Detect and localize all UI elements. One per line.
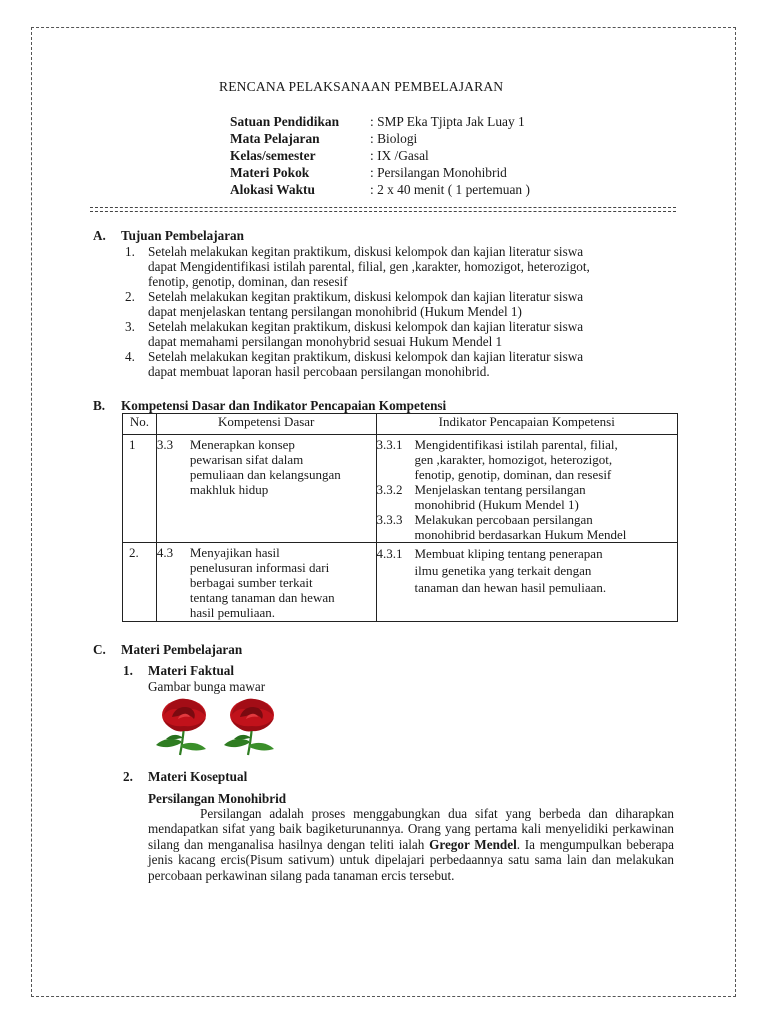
table-cell-indicator [376, 435, 678, 543]
identity-value: : IX /Gasal [370, 148, 429, 163]
identity-key: Materi Pokok [230, 165, 310, 180]
list-number: 4. [125, 349, 135, 364]
identity-key: Mata Pelajaran [230, 131, 320, 146]
indicator-line: Menjelaskan tentang persilangan [414, 482, 586, 497]
identity-value: : Persilangan Monohibrid [370, 165, 507, 180]
table-cell-indicator [376, 543, 678, 622]
list-item [125, 319, 590, 349]
list-line: dapat Mengidentifikasi istilah parental, filial, gen ,karakter, homozigot, heterozigot, [148, 259, 590, 274]
table-header: Kompetensi Dasar [156, 414, 376, 435]
indicator-line: monohibrid berdasarkan Hukum Mendel [414, 527, 627, 542]
table-cell-no: 1 [123, 435, 157, 543]
indicator-item [377, 545, 678, 596]
kd-line: Menyajikan hasil [189, 545, 280, 560]
identity-value: : 2 x 40 menit ( 1 pertemuan ) [370, 182, 530, 197]
concept-subheading: Persilangan Monohibrid [148, 791, 287, 806]
indicator-code: 3.3.1 [376, 437, 403, 452]
indicator-line: Mengidentifikasi istilah parental, filial, [414, 437, 618, 452]
table-row [123, 435, 678, 543]
section-letter: A. [93, 228, 106, 243]
kd-line: berbagai sumber terkait [189, 575, 313, 590]
section-title: Kompetensi Dasar dan Indikator Pencapaian Kompetensi [121, 398, 447, 413]
table-header-row [123, 414, 678, 435]
table-cell-kd [156, 543, 376, 622]
identity-value: : SMP Eka Tjipta Jak Luay 1 [370, 114, 525, 129]
list-line: dapat membuat laporan hasil percobaan persilangan monohibrid. [148, 364, 490, 379]
list-number: 2. [125, 289, 135, 304]
indicator-line: ilmu genetika yang terkait dengan [414, 563, 592, 578]
kd-line: pewarisan sifat dalam [189, 452, 304, 467]
list-item [125, 349, 590, 379]
table-header: Indikator Pencapaian Kompetensi [376, 414, 678, 435]
indicator-line: gen ,karakter, homozigot, heterozigot, [414, 452, 613, 467]
kd-line: hasil pemuliaan. [189, 605, 276, 620]
identity-key: Kelas/semester [230, 148, 316, 163]
rose-image [150, 697, 218, 757]
list-item [125, 289, 590, 319]
list-line: dapat menjelaskan tentang persilangan monohibrid (Hukum Mendel 1) [148, 304, 522, 319]
indicator-item [377, 512, 678, 542]
list-line: dapat memahami persilangan monohybrid sesuai Hukum Mendel 1 [148, 334, 503, 349]
kd-line: tentang tanaman dan hewan [189, 590, 335, 605]
paragraph-text-end: . Ia mengumpulkan beberapa jenis kacang ercis(Pisum sativum) untuk dipelajari perbedaannya satu sama lain dan melakukan percobaan perkawinan silang pada tanaman ercis tersebut. [148, 836, 675, 883]
section-title: Materi Pembelajaran [121, 642, 243, 657]
section-letter: B. [93, 398, 106, 413]
identity-value: : Biologi [370, 131, 418, 146]
kd-line: pemuliaan dan kelangsungan [189, 467, 341, 482]
rose-image [218, 697, 286, 757]
sub-title: Materi Faktual [148, 663, 235, 678]
identity-key: Alokasi Waktu [230, 182, 315, 197]
header-separator [90, 207, 676, 212]
indicator-code: 3.3.2 [376, 482, 403, 497]
kd-line: makhluk hidup [189, 482, 269, 497]
table-row [123, 543, 678, 622]
factual-text: Gambar bunga mawar [148, 679, 266, 694]
kd-code: 4.3 [156, 545, 174, 560]
indicator-line: Membuat kliping tentang penerapan [414, 546, 603, 561]
indicator-item [377, 482, 678, 512]
indicator-line: monohibrid (Hukum Mendel 1) [414, 497, 579, 512]
list-line: Setelah melakukan kegitan praktikum, diskusi kelompok dan kajian literatur siswa [148, 289, 584, 304]
concept-paragraph [148, 806, 674, 883]
list-line: fenotip, genotip, dominan, dan resesif [148, 274, 348, 289]
objectives-list [125, 244, 590, 379]
competency-table [122, 413, 678, 622]
sub-title: Materi Koseptual [148, 769, 248, 784]
list-number: 1. [125, 244, 135, 259]
scientist-name: Gregor Mendel [429, 836, 517, 852]
indicator-code: 4.3.1 [376, 546, 403, 561]
table-cell-kd [156, 435, 376, 543]
list-line: Setelah melakukan kegitan praktikum, diskusi kelompok dan kajian literatur siswa [148, 319, 584, 334]
kd-code: 3.3 [156, 437, 174, 452]
indicator-item [377, 437, 678, 482]
section-title: Tujuan Pembelajaran [121, 228, 244, 243]
section-letter: C. [93, 642, 106, 657]
indicator-code: 3.3.3 [376, 512, 403, 527]
list-line: Setelah melakukan kegitan praktikum, diskusi kelompok dan kajian literatur siswa [148, 244, 584, 259]
indicator-line: fenotip, genotip, dominan, dan resesif [414, 467, 612, 482]
kd-line: Menerapkan konsep [189, 437, 295, 452]
indicator-line: Melakukan percobaan persilangan [414, 512, 593, 527]
list-line: Setelah melakukan kegitan praktikum, diskusi kelompok dan kajian literatur siswa [148, 349, 584, 364]
paragraph-text-start: Persilangan adalah proses menggabungkan dua sifat yang berbeda dan diharapkan mendapatkan sifat yang baik bagiketurunannya. Orang yang pertama kali menyelidiki perkawinan silang dan menganalisa hasilnya dengan teliti ialah [148, 806, 674, 852]
table-cell-no: 2. [123, 543, 157, 622]
sub-number: 1. [123, 663, 133, 678]
sub-number: 2. [123, 769, 133, 784]
list-item [125, 244, 590, 289]
kd-line: penelusuran informasi dari [189, 560, 330, 575]
document-title: RENCANA PELAKSANAAN PEMBELAJARAN [219, 79, 504, 94]
identity-key: Satuan Pendidikan [230, 114, 340, 129]
indicator-line: tanaman dan hewan hasil pemuliaan. [414, 580, 607, 595]
list-number: 3. [125, 319, 135, 334]
table-header: No. [123, 414, 157, 435]
